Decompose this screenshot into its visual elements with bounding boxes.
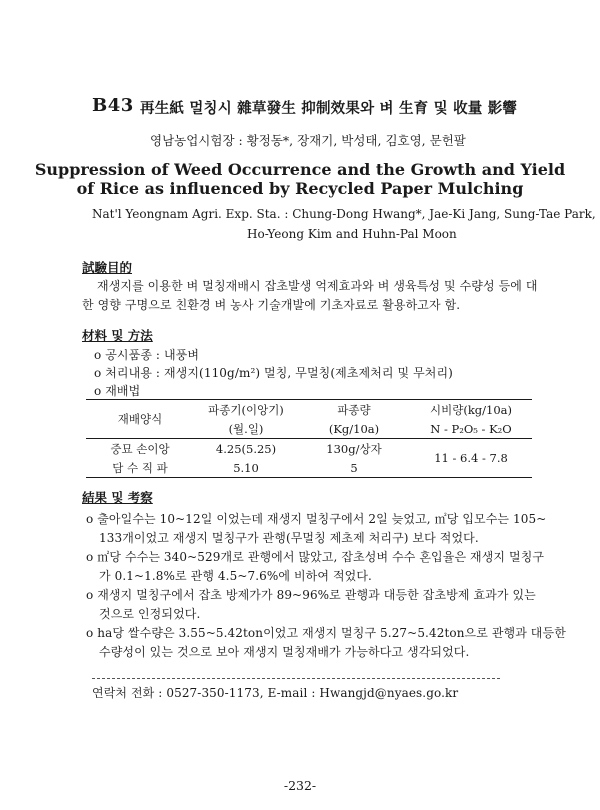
table-cell-rate: 130g/상자	[326, 441, 382, 456]
table-row	[86, 439, 532, 459]
english-title-line2: of Rice as influenced by Recycled Paper Mulching	[76, 179, 524, 198]
objective-line2: 한 영향 구명으로 친환경 벼 농사 기술개발에 기초자료로 활용하고자 함.	[82, 298, 461, 312]
korean-authors: 영남농업시험장 : 황정동*, 장재기, 박성태, 김호영, 문헌팔	[150, 133, 466, 148]
table-header-fertilizer-unit: N - P₂O₅ - K₂O	[410, 419, 532, 439]
results-bullet1-line2: 133개이었고 재생지 멀칭구가 관행(무멀칭 제초제 처리구) 보다 적었다.	[99, 531, 479, 545]
table-cell-date: 5.10	[194, 458, 298, 478]
methods-heading: 材料 및 方法	[82, 328, 153, 343]
cultivation-table	[86, 399, 532, 478]
table-header-method: 재배양식	[86, 400, 194, 439]
table-cell-method: 중묘 손이앙	[110, 441, 170, 456]
results-bullet4-line2: 수량성이 있는 것으로 보아 재생지 멀칭재배가 가능하다고 생각되었다.	[99, 645, 470, 659]
english-authors-line2: Ho-Yeong Kim and Huhn-Pal Moon	[247, 227, 457, 241]
methods-item-cultivation: o 재배법	[94, 384, 141, 398]
results-bullet2-line1: o ㎡당 수수는 340~529개로 관행에서 많았고, 잡초성벼 수수 혼입율은 재생지 멀칭구	[86, 550, 545, 564]
objective-line1: 재생지를 이용한 벼 멀칭재배시 잡초발생 억제효과와 벼 생육특성 및 수량성 등에 대	[97, 279, 538, 293]
results-bullet2-line2: 가 0.1~1.8%로 관행 4.5~7.6%에 비하여 적었다.	[99, 569, 372, 583]
page-number: -232-	[283, 778, 317, 793]
table-cell-fertilizer: 11 - 6.4 - 7.8	[410, 439, 532, 478]
table-header-fertilizer: 시비량(kg/10a)	[410, 400, 532, 420]
table-header-sowing-unit: (월.일)	[194, 419, 298, 439]
table-header-rate: 파종량	[298, 400, 410, 420]
table-cell-rate: 5	[298, 458, 410, 478]
separator-dashed	[92, 678, 500, 679]
objective-heading: 試驗目的	[82, 260, 133, 275]
methods-item-variety: o 공시품종 : 내풍벼	[94, 348, 200, 362]
contact-info: 연락처 전화 : 0527-350-1173, E-mail : Hwangjd@nyaes.go.kr	[92, 686, 459, 700]
english-title-line1: Suppression of Weed Occurrence and the Growth and Yield	[34, 160, 566, 179]
methods-item-treatment: o 처리내용 : 재생지(110g/m²) 멀칭, 무멀칭(제초제처리 및 무처리)	[94, 366, 453, 380]
results-bullet3-line1: o 재생지 멀칭구에서 잡초 방제가가 89~96%로 관행과 대등한 잡초방제 효과가 있는	[86, 588, 536, 602]
results-bullet3-line2: 것으로 인정되었다.	[99, 607, 201, 621]
results-heading: 結果 및 考察	[82, 490, 153, 505]
results-bullet1-line1: o 출아일수는 10~12일 이었는데 재생지 멀칭구에서 2일 늦었고, ㎡당 입모수는 105~	[86, 512, 547, 526]
results-bullet4-line1: o ha당 쌀수량은 3.55~5.42ton이었고 재생지 멀칭구 5.27~5.42ton으로 관행과 대등한	[86, 626, 566, 640]
table-cell-date: 4.25(5.25)	[215, 441, 277, 456]
table-header-rate-unit: (Kg/10a)	[298, 419, 410, 439]
table-header-sowing: 파종기(이앙기)	[194, 400, 298, 420]
abstract-code: B43	[92, 95, 134, 116]
table-cell-method: 담 수 직 파	[86, 458, 194, 478]
english-authors-line1: Nat'l Yeongnam Agri. Exp. Sta. : Chung-Dong Hwang*, Jae-Ki Jang, Sung-Tae Park,	[92, 207, 596, 221]
korean-title: 再生紙 멀칭시 雜草發生 抑制效果와 벼 生育 및 收量 影響	[140, 100, 518, 117]
